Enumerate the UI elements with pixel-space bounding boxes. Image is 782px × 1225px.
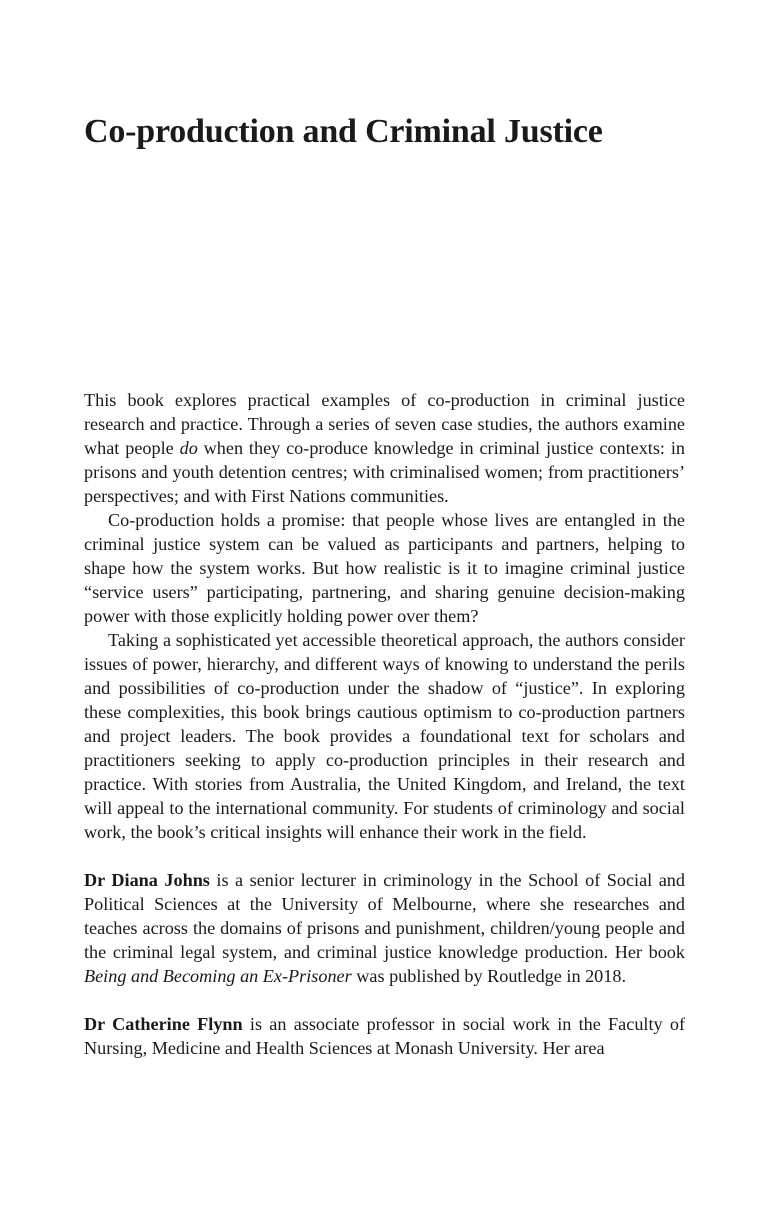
author-bio-johns-text-start: is a senior lecturer in criminology in the School of Social and Political Sciences at the University of Melbourne, where she researches and teaches across the domains of prisons and punishment, children/young people and the criminal legal system, and criminal justice knowledge production. Her book bbox=[84, 870, 685, 962]
blurb-p1-italic-word: do bbox=[179, 438, 198, 458]
book-title: Co-production and Criminal Justice bbox=[84, 113, 603, 150]
author-name-flynn: Dr Catherine Flynn bbox=[84, 1014, 243, 1034]
blurb-p1-text-end: when they co-produce knowledge in criminal justice contexts: in prisons and youth detention centres; with criminalised women; from practitioners’ perspectives; and with First Nations communities. bbox=[84, 438, 685, 506]
blurb-paragraph-2: Co-production holds a promise: that people whose lives are entangled in the criminal justice system can be valued as participants and partners, helping to shape how the system works. But how realistic is it to imagine criminal justice “service users” participating, partnering, and sharing genuine decision-making power with those explicitly holding power over them? bbox=[84, 510, 685, 626]
back-cover-text bbox=[84, 388, 685, 1060]
author-name-johns: Dr Diana Johns bbox=[84, 870, 210, 890]
author-bio-flynn-text: is an associate professor in social work in the Faculty of Nursing, Medicine and Health Sciences at Monash University. Her area bbox=[84, 1014, 686, 1058]
author-bio-johns bbox=[84, 868, 685, 988]
author-bio-flynn bbox=[84, 1012, 685, 1060]
blurb-p1-text-start: This book explores practical examples of co-production in criminal justice research and practice. Through a series of seven case studies, the authors examine what people bbox=[84, 390, 685, 458]
author-bio-johns-text-end: was published by Routledge in 2018. bbox=[351, 966, 627, 986]
author-book-title: Being and Becoming an Ex-Prisoner bbox=[84, 966, 352, 986]
blurb-paragraph-1 bbox=[84, 388, 685, 508]
blurb-paragraph-3: Taking a sophisticated yet accessible theoretical approach, the authors consider issues of power, hierarchy, and different ways of knowing to understand the perils and possibilities of co-production under the shadow of “justice”. In exploring these complexities, this book brings cautious optimism to co-production partners and project leaders. The book provides a foundational text for scholars and practitioners seeking to apply co-production principles in their research and practice. With stories from Australia, the United Kingdom, and Ireland, the text will appeal to the international community. For students of criminology and social work, the book’s critical insights will enhance their work in the field. bbox=[84, 630, 685, 842]
